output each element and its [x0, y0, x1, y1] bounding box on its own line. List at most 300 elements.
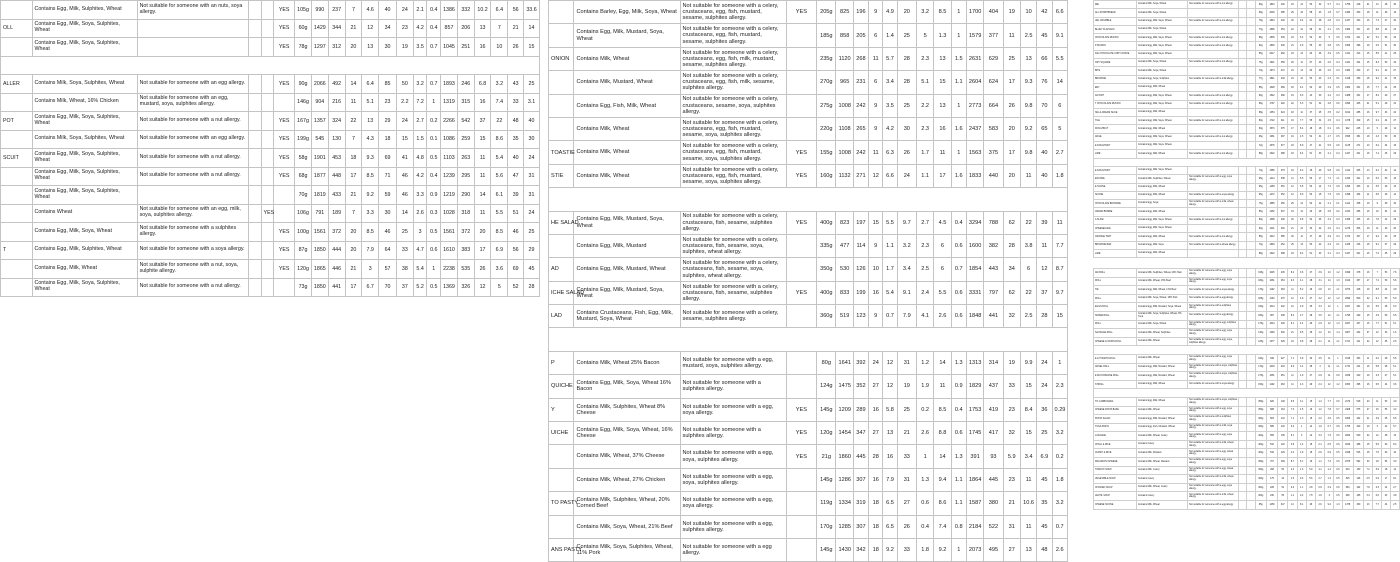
- dietary-flag-cell: [1247, 166, 1255, 174]
- nutrition-value-cell: 1313: [966, 351, 983, 374]
- divider-cell: [1094, 158, 1400, 166]
- nutrition-value-cell: 7.7: [1052, 234, 1067, 257]
- allergens-cell: Contains Egg, Milk, Soya, Wheat: [1136, 216, 1187, 224]
- nutrition-value-cell: 90g: [1255, 225, 1266, 233]
- nutrition-value-cell: 13: [934, 47, 951, 70]
- nutrition-value-cell: 1.8: [916, 538, 933, 561]
- dietary-flag-cell: [248, 93, 261, 112]
- nutrition-value-cell: 1.1: [951, 71, 966, 94]
- allergy-warning-cell: Not suitable for someone with a egg, soya, sulphites allergy.: [1188, 337, 1239, 346]
- nutrition-value-cell: 1370: [1342, 233, 1353, 241]
- allergy-warning-cell: Not suitable for someone with a egg, soya, sulphites allergy.: [680, 445, 786, 468]
- nutrition-value-cell: 0.29: [1052, 398, 1067, 421]
- allergy-warning-cell: Not suitable for someone with a milk, wheat allergy.: [1188, 475, 1239, 484]
- nutrition-value-cell: 2437: [966, 117, 983, 140]
- dietary-flag-cell: [1239, 191, 1247, 199]
- table-row: [1, 38, 540, 57]
- nutrition-value-cell: 1.1: [1334, 363, 1342, 372]
- allergens-cell: Contains Milk, Soya, Wheat: [1136, 25, 1187, 33]
- table-row: [1094, 483, 1400, 492]
- nutrition-value-cell: 1595: [1342, 133, 1353, 141]
- nutrition-value-cell: 592: [1353, 458, 1363, 467]
- nutrition-value-cell: 70g: [295, 186, 312, 205]
- allergens-cell: Contains Egg, Milk, Wheat, 12% Beef: [1136, 286, 1187, 295]
- nutrition-value-cell: 24: [1037, 375, 1052, 398]
- nutrition-value-cell: 3.6: [1315, 311, 1324, 320]
- nutrition-value-cell: 16: [1364, 269, 1373, 278]
- allergens-cell: Contains Egg, Milk, Soya, Wheat: [1136, 17, 1187, 25]
- nutrition-value-cell: 0.3: [1297, 475, 1306, 484]
- nutrition-value-cell: 3: [362, 260, 379, 279]
- allergens-cell: Contains Milk, Soya, Sulphites, Wheat: [32, 130, 137, 149]
- nutrition-value-cell: 16: [1306, 406, 1315, 415]
- nutrition-value-cell: 380: [984, 492, 1003, 515]
- allergens-cell: Contains Egg, Soya: [1136, 200, 1187, 208]
- nutrition-value-cell: 24: [396, 1, 413, 20]
- nutrition-value-cell: 23: [1288, 34, 1297, 42]
- nutrition-value-cell: 6.9: [1297, 191, 1306, 199]
- nutrition-value-cell: 19: [1288, 117, 1297, 125]
- nutrition-value-cell: 31: [1390, 100, 1399, 108]
- table-row: [549, 164, 1068, 187]
- nutrition-value-cell: 33: [1390, 75, 1399, 83]
- dietary-flag-cell: [786, 468, 817, 491]
- nutrition-value-cell: 1600: [966, 234, 983, 257]
- nutrition-value-cell: 70: [379, 278, 397, 297]
- dietary-flag-cell: [274, 93, 295, 112]
- nutrition-value-cell: 7.4: [934, 515, 951, 538]
- nutrition-value-cell: 5.9: [1306, 466, 1315, 475]
- nutrition-value-cell: 40: [1382, 92, 1390, 100]
- dietary-flag-cell: [1239, 142, 1247, 150]
- nutrition-value-cell: 340: [1278, 225, 1288, 233]
- nutrition-value-cell: 33: [1315, 42, 1324, 50]
- nutrition-value-cell: 96g: [1255, 1, 1266, 9]
- nutrition-value-cell: 42: [1382, 25, 1390, 33]
- nutrition-value-cell: 50: [396, 75, 413, 94]
- allergens-cell: Contains Egg, Soya, Sulphites: [1136, 75, 1187, 83]
- nutrition-value-cell: 4.5: [1373, 42, 1382, 50]
- nutrition-value-cell: 0.6: [951, 305, 966, 328]
- nutrition-value-cell: 0.6: [916, 492, 933, 515]
- nutrition-value-cell: 120g: [295, 260, 312, 279]
- product-name-cell: CHOCOLATE MUFFIN: [1094, 34, 1137, 42]
- nutrition-value-cell: 31: [524, 186, 540, 205]
- dietary-flag-cell: [1247, 225, 1255, 233]
- allergy-warning-cell: Not suitable for someone with a nut allergy.: [1188, 59, 1239, 67]
- nutrition-value-cell: 1468: [1266, 183, 1277, 191]
- nutrition-value-cell: 8.2: [1288, 311, 1297, 320]
- nutrition-value-cell: 833: [836, 281, 853, 304]
- nutrition-value-cell: 6.5: [1390, 311, 1399, 320]
- nutrition-value-cell: 21: [1003, 492, 1020, 515]
- nutrition-value-cell: 0.7: [1052, 515, 1067, 538]
- dietary-flag-cell: [1247, 249, 1255, 257]
- nutrition-value-cell: 49: [1382, 100, 1390, 108]
- allergens-cell: Contains Milk, Mustard, Wheat: [574, 71, 680, 94]
- product-name-cell: TO PASTY: [549, 492, 574, 515]
- nutrition-value-cell: 39: [1315, 67, 1324, 75]
- nutrition-value-cell: 295: [1353, 208, 1363, 216]
- nutrition-value-cell: 6: [1052, 94, 1067, 117]
- nutrition-value-cell: 65g: [1255, 50, 1266, 58]
- nutrition-value-cell: 472: [1278, 67, 1288, 75]
- nutrition-value-cell: 522: [984, 515, 1003, 538]
- table-row: [1094, 42, 1400, 50]
- nutrition-value-cell: 8.9: [1297, 142, 1306, 150]
- nutrition-value-cell: 28: [897, 71, 916, 94]
- nutrition-value-cell: 350g: [1255, 397, 1266, 406]
- nutrition-value-cell: 71: [379, 167, 397, 186]
- nutrition-value-cell: 11: [1297, 233, 1306, 241]
- nutrition-value-cell: 11: [1364, 183, 1373, 191]
- allergens-cell: Contains Egg, Milk, Soya, Wheat: [32, 223, 137, 242]
- nutrition-value-cell: 0.5: [1334, 83, 1342, 91]
- nutrition-value-cell: 28: [1003, 234, 1020, 257]
- nutrition-value-cell: 25: [524, 75, 540, 94]
- nutrition-value-cell: 23: [1003, 468, 1020, 491]
- nutrition-value-cell: 5.7: [883, 47, 897, 70]
- allergens-cell: Contains Milk, Wheat, 16% Chicken: [32, 93, 137, 112]
- nutrition-value-cell: 11: [474, 167, 491, 186]
- nutrition-value-cell: 332: [457, 1, 474, 20]
- nutrition-value-cell: 4.1: [1325, 249, 1334, 257]
- product-name-cell: [549, 94, 574, 117]
- dietary-flag-cell: [1239, 286, 1247, 295]
- nutrition-value-cell: 17: [1364, 67, 1373, 75]
- nutrition-value-cell: 9: [869, 94, 883, 117]
- nutrition-value-cell: 1472: [1266, 191, 1277, 199]
- dietary-flag-cell: [1247, 108, 1255, 116]
- nutrition-value-cell: 324: [1278, 108, 1288, 116]
- nutrition-value-cell: 4.1: [1297, 277, 1306, 286]
- nutrition-value-cell: 46: [396, 167, 413, 186]
- nutrition-value-cell: 28: [897, 47, 916, 70]
- nutrition-value-cell: 4.9: [883, 1, 897, 24]
- nutrition-value-cell: 0.6: [951, 281, 966, 304]
- nutrition-value-cell: 9: [1373, 200, 1382, 208]
- nutrition-value-cell: 3.2: [413, 75, 427, 94]
- nutrition-value-cell: 331: [1353, 25, 1363, 33]
- nutrition-value-cell: 5.4: [1297, 34, 1306, 42]
- nutrition-value-cell: 150g: [1255, 380, 1266, 389]
- table-row: [549, 71, 1068, 94]
- nutrition-value-cell: 114: [853, 234, 868, 257]
- product-name-cell: OLL: [1, 19, 33, 38]
- dietary-flag-cell: [1247, 117, 1255, 125]
- nutrition-value-cell: 49: [1382, 183, 1390, 191]
- table-row: [1094, 9, 1400, 17]
- dietary-flag-cell: [261, 38, 274, 57]
- nutrition-value-cell: 6.2: [1373, 117, 1382, 125]
- nutrition-value-cell: 268: [853, 47, 868, 70]
- nutrition-value-cell: 58: [1306, 9, 1315, 17]
- nutrition-value-cell: 48: [1382, 363, 1390, 372]
- table-row: [549, 398, 1068, 421]
- product-name-cell: UEL CRUMBLE: [1094, 17, 1137, 25]
- nutrition-value-cell: 404: [984, 1, 1003, 24]
- nutrition-value-cell: 1192: [1342, 108, 1353, 116]
- dietary-flag-cell: [1247, 42, 1255, 50]
- nutrition-value-cell: 140: [1278, 423, 1288, 432]
- nutrition-value-cell: 53: [1382, 397, 1390, 406]
- nutrition-value-cell: 1.9: [1297, 372, 1306, 381]
- nutrition-value-cell: 75g: [1255, 200, 1266, 208]
- nutrition-table: [1093, 0, 1400, 258]
- nutrition-value-cell: 18: [1288, 108, 1297, 116]
- nutrition-value-cell: 22: [491, 112, 508, 131]
- nutrition-value-cell: 51: [1382, 42, 1390, 50]
- nutrition-value-cell: 8.3: [1373, 59, 1382, 67]
- product-name-cell: E SCONE: [1094, 183, 1137, 191]
- nutrition-value-cell: 33: [1306, 225, 1315, 233]
- nutrition-value-cell: 4.8: [1325, 42, 1334, 50]
- nutrition-value-cell: 216: [328, 93, 345, 112]
- section-divider: [1094, 389, 1400, 398]
- nutrition-value-cell: 31: [1315, 133, 1324, 141]
- table-row: [1094, 241, 1400, 249]
- nutrition-value-cell: 32: [1315, 1, 1324, 9]
- nutrition-value-cell: 52: [508, 278, 524, 297]
- nutrition-value-cell: 19: [1288, 337, 1297, 346]
- nutrition-value-cell: 446: [328, 260, 345, 279]
- nutrition-value-cell: 1102: [1266, 380, 1277, 389]
- nutrition-value-cell: 375: [1278, 125, 1288, 133]
- allergy-warning-cell: [1188, 142, 1239, 150]
- nutrition-table-panel-3: [1093, 0, 1400, 255]
- nutrition-value-cell: 12: [474, 278, 491, 297]
- nutrition-value-cell: 2.7: [1297, 311, 1306, 320]
- nutrition-value-cell: 7.1: [1288, 415, 1297, 424]
- nutrition-value-cell: 33: [897, 445, 916, 468]
- nutrition-value-cell: 8.8: [1373, 286, 1382, 295]
- nutrition-value-cell: 48: [1382, 432, 1390, 441]
- nutrition-value-cell: 1008: [836, 141, 853, 164]
- nutrition-value-cell: 56: [1382, 406, 1390, 415]
- nutrition-value-cell: 1841: [1266, 75, 1277, 83]
- nutrition-value-cell: 400g: [817, 211, 836, 234]
- product-name-cell: TILE: [1094, 117, 1137, 125]
- nutrition-value-cell: 12: [1325, 320, 1334, 329]
- nutrition-value-cell: 0.6: [1334, 423, 1342, 432]
- nutrition-value-cell: 4.6: [1325, 225, 1334, 233]
- dietary-flag-cell: [1247, 150, 1255, 158]
- nutrition-value-cell: 11: [1003, 24, 1020, 47]
- nutrition-value-cell: 12: [1297, 25, 1306, 33]
- table-row: [549, 468, 1068, 491]
- allergens-cell: Contains Barley, Egg, Milk, Soya, Wheat: [574, 1, 680, 24]
- nutrition-value-cell: 388: [1278, 249, 1288, 257]
- section-divider: [549, 328, 1068, 351]
- dietary-flag-cell: [1247, 466, 1255, 475]
- nutrition-value-cell: 96g: [1255, 34, 1266, 42]
- nutrition-value-cell: 20: [345, 241, 362, 260]
- nutrition-value-cell: 26: [508, 38, 524, 57]
- nutrition-value-cell: 9: [869, 117, 883, 140]
- product-name-cell: E & TOMATO ROLL: [1094, 354, 1137, 363]
- table-row: [1094, 175, 1400, 183]
- nutrition-value-cell: 0.6: [1334, 125, 1342, 133]
- nutrition-value-cell: 1219: [441, 186, 458, 205]
- dietary-flag-cell: [248, 223, 261, 242]
- allergens-cell: Contains Milk, Mustard: [1136, 449, 1187, 458]
- nutrition-value-cell: 0.9: [1373, 475, 1382, 484]
- nutrition-value-cell: 5: [1373, 125, 1382, 133]
- nutrition-value-cell: 25: [897, 94, 916, 117]
- nutrition-value-cell: 1.3: [951, 351, 966, 374]
- nutrition-value-cell: 24: [524, 149, 540, 168]
- nutrition-value-cell: 34: [1003, 258, 1020, 281]
- allergy-warning-cell: [1188, 166, 1239, 174]
- nutrition-value-cell: 858: [836, 24, 853, 47]
- dietary-flag-cell: [248, 260, 261, 279]
- nutrition-value-cell: 4.5: [934, 211, 951, 234]
- nutrition-value-cell: 3: [1315, 363, 1324, 372]
- nutrition-value-cell: 10: [1325, 329, 1334, 338]
- dietary-flag-cell: [1239, 397, 1247, 406]
- nutrition-value-cell: 11: [869, 141, 883, 164]
- allergy-warning-cell: Not suitable for someone with a soya allergy.: [1188, 380, 1239, 389]
- nutrition-value-cell: 6.4: [362, 75, 379, 94]
- nutrition-value-cell: 542: [1266, 449, 1277, 458]
- nutrition-value-cell: 20: [1003, 117, 1020, 140]
- nutrition-value-cell: 16: [1364, 108, 1373, 116]
- dietary-flag-cell: [248, 204, 261, 223]
- nutrition-value-cell: 263: [1278, 286, 1288, 295]
- nutrition-value-cell: 525: [1342, 475, 1353, 484]
- allergy-warning-cell: [137, 38, 248, 57]
- nutrition-value-cell: 0.6: [1334, 458, 1342, 467]
- nutrition-value-cell: 3.4: [1297, 363, 1306, 372]
- nutrition-value-cell: 50: [1278, 466, 1288, 475]
- product-name-cell: STIE: [549, 164, 574, 187]
- nutrition-value-cell: 31: [1315, 25, 1324, 33]
- nutrition-value-cell: 10: [1288, 303, 1297, 312]
- nutrition-value-cell: 119g: [817, 492, 836, 515]
- nutrition-value-cell: 352: [1278, 191, 1288, 199]
- nutrition-value-cell: 11: [1373, 9, 1382, 17]
- nutrition-value-cell: 1354: [1266, 108, 1277, 116]
- nutrition-value-cell: 1: [1334, 354, 1342, 363]
- nutrition-value-cell: 0.3: [1334, 233, 1342, 241]
- nutrition-value-cell: 39: [508, 186, 524, 205]
- nutrition-value-cell: 16: [1306, 458, 1315, 467]
- table-row: [1094, 286, 1400, 295]
- nutrition-value-cell: 21: [1364, 1, 1373, 9]
- nutrition-value-cell: 1234: [1342, 208, 1353, 216]
- nutrition-value-cell: 330: [1353, 501, 1363, 510]
- nutrition-value-cell: 0.4: [1334, 225, 1342, 233]
- nutrition-value-cell: 385: [1278, 233, 1288, 241]
- nutrition-value-cell: 8.6: [491, 130, 508, 149]
- nutrition-value-cell: 95g: [1255, 183, 1266, 191]
- nutrition-value-cell: 8.8: [1373, 25, 1382, 33]
- allergens-cell: Contains Milk, Wheat, 15% Beef: [1136, 277, 1187, 286]
- nutrition-value-cell: 7.4: [1325, 183, 1334, 191]
- nutrition-value-cell: 52: [1306, 216, 1315, 224]
- nutrition-value-cell: 1.4: [1297, 440, 1306, 449]
- nutrition-value-cell: 34: [1382, 142, 1390, 150]
- nutrition-value-cell: 430: [1278, 42, 1288, 50]
- nutrition-value-cell: 400g: [1255, 449, 1266, 458]
- nutrition-value-cell: 27: [869, 422, 883, 445]
- nutrition-table: [548, 0, 1068, 562]
- nutrition-value-cell: 1.4: [1325, 475, 1334, 484]
- nutrition-value-cell: 39: [1382, 9, 1390, 17]
- nutrition-value-cell: 30: [1315, 92, 1324, 100]
- nutrition-value-cell: 265: [853, 117, 868, 140]
- product-name-cell: LIME: [1094, 249, 1137, 257]
- dietary-flag-cell: [1239, 241, 1247, 249]
- nutrition-value-cell: 0.4: [427, 19, 441, 38]
- nutrition-value-cell: 7.8: [1364, 483, 1373, 492]
- allergy-warning-cell: Not suitable for someone with a egg, soya allergy.: [1188, 329, 1239, 338]
- allergens-cell: Contains Egg, Milk, Mustard, Wheat: [1136, 415, 1187, 424]
- nutrition-value-cell: 66: [1037, 47, 1052, 70]
- nutrition-value-cell: 8.5: [934, 1, 951, 24]
- nutrition-value-cell: 18: [869, 492, 883, 515]
- nutrition-value-cell: 2073: [966, 538, 983, 561]
- nutrition-value-cell: 1767: [1266, 100, 1277, 108]
- allergens-cell: Contains Celery: [1136, 475, 1187, 484]
- nutrition-value-cell: 2030: [1266, 9, 1277, 17]
- nutrition-value-cell: 1430: [836, 538, 853, 561]
- table-row: [1, 1, 540, 20]
- nutrition-value-cell: 37: [1382, 241, 1390, 249]
- nutrition-value-cell: 29: [1306, 320, 1315, 329]
- dietary-flag-cell: [1239, 67, 1247, 75]
- dietary-flag-cell: [1247, 303, 1255, 312]
- nutrition-value-cell: 0.5: [1334, 492, 1342, 501]
- nutrition-value-cell: 17: [1364, 233, 1373, 241]
- nutrition-value-cell: 60g: [295, 19, 312, 38]
- nutrition-value-cell: 205: [853, 24, 868, 47]
- nutrition-value-cell: 1.2: [1315, 329, 1324, 338]
- nutrition-value-cell: 1450: [1266, 501, 1277, 510]
- nutrition-value-cell: 7: [345, 130, 362, 149]
- nutrition-value-cell: 0.5: [1334, 50, 1342, 58]
- nutrition-value-cell: 2040: [1342, 440, 1353, 449]
- nutrition-value-cell: 0.9: [1334, 183, 1342, 191]
- nutrition-value-cell: 624: [984, 71, 1003, 94]
- nutrition-value-cell: 7.4: [491, 93, 508, 112]
- nutrition-value-cell: 11: [474, 149, 491, 168]
- table-row: [1, 93, 540, 112]
- nutrition-value-cell: 242: [1278, 303, 1288, 312]
- allergens-cell: Contains Egg, Milk, Wheat: [1136, 125, 1187, 133]
- nutrition-value-cell: 1.2: [1334, 294, 1342, 303]
- nutrition-value-cell: 95g: [1255, 501, 1266, 510]
- nutrition-value-cell: 392: [853, 351, 868, 374]
- nutrition-value-cell: 31: [524, 167, 540, 186]
- table-row: [1094, 380, 1400, 389]
- table-row: [549, 211, 1068, 234]
- nutrition-value-cell: 1028: [441, 204, 458, 223]
- table-row: [1, 167, 540, 186]
- nutrition-value-cell: 4.1: [916, 305, 933, 328]
- nutrition-value-cell: 372: [457, 223, 474, 242]
- nutrition-value-cell: 3.3: [1315, 303, 1324, 312]
- nutrition-value-cell: 0.3: [1334, 92, 1342, 100]
- dietary-flag-cell: [1247, 440, 1255, 449]
- nutrition-value-cell: 24: [396, 112, 413, 131]
- nutrition-value-cell: 2.7: [413, 112, 427, 131]
- nutrition-value-cell: 2.5: [1020, 24, 1036, 47]
- nutrition-value-cell: 1.4: [883, 24, 897, 47]
- nutrition-value-cell: 1130: [1266, 294, 1277, 303]
- dietary-flag-cell: [1239, 108, 1247, 116]
- nutrition-value-cell: 444: [328, 241, 345, 260]
